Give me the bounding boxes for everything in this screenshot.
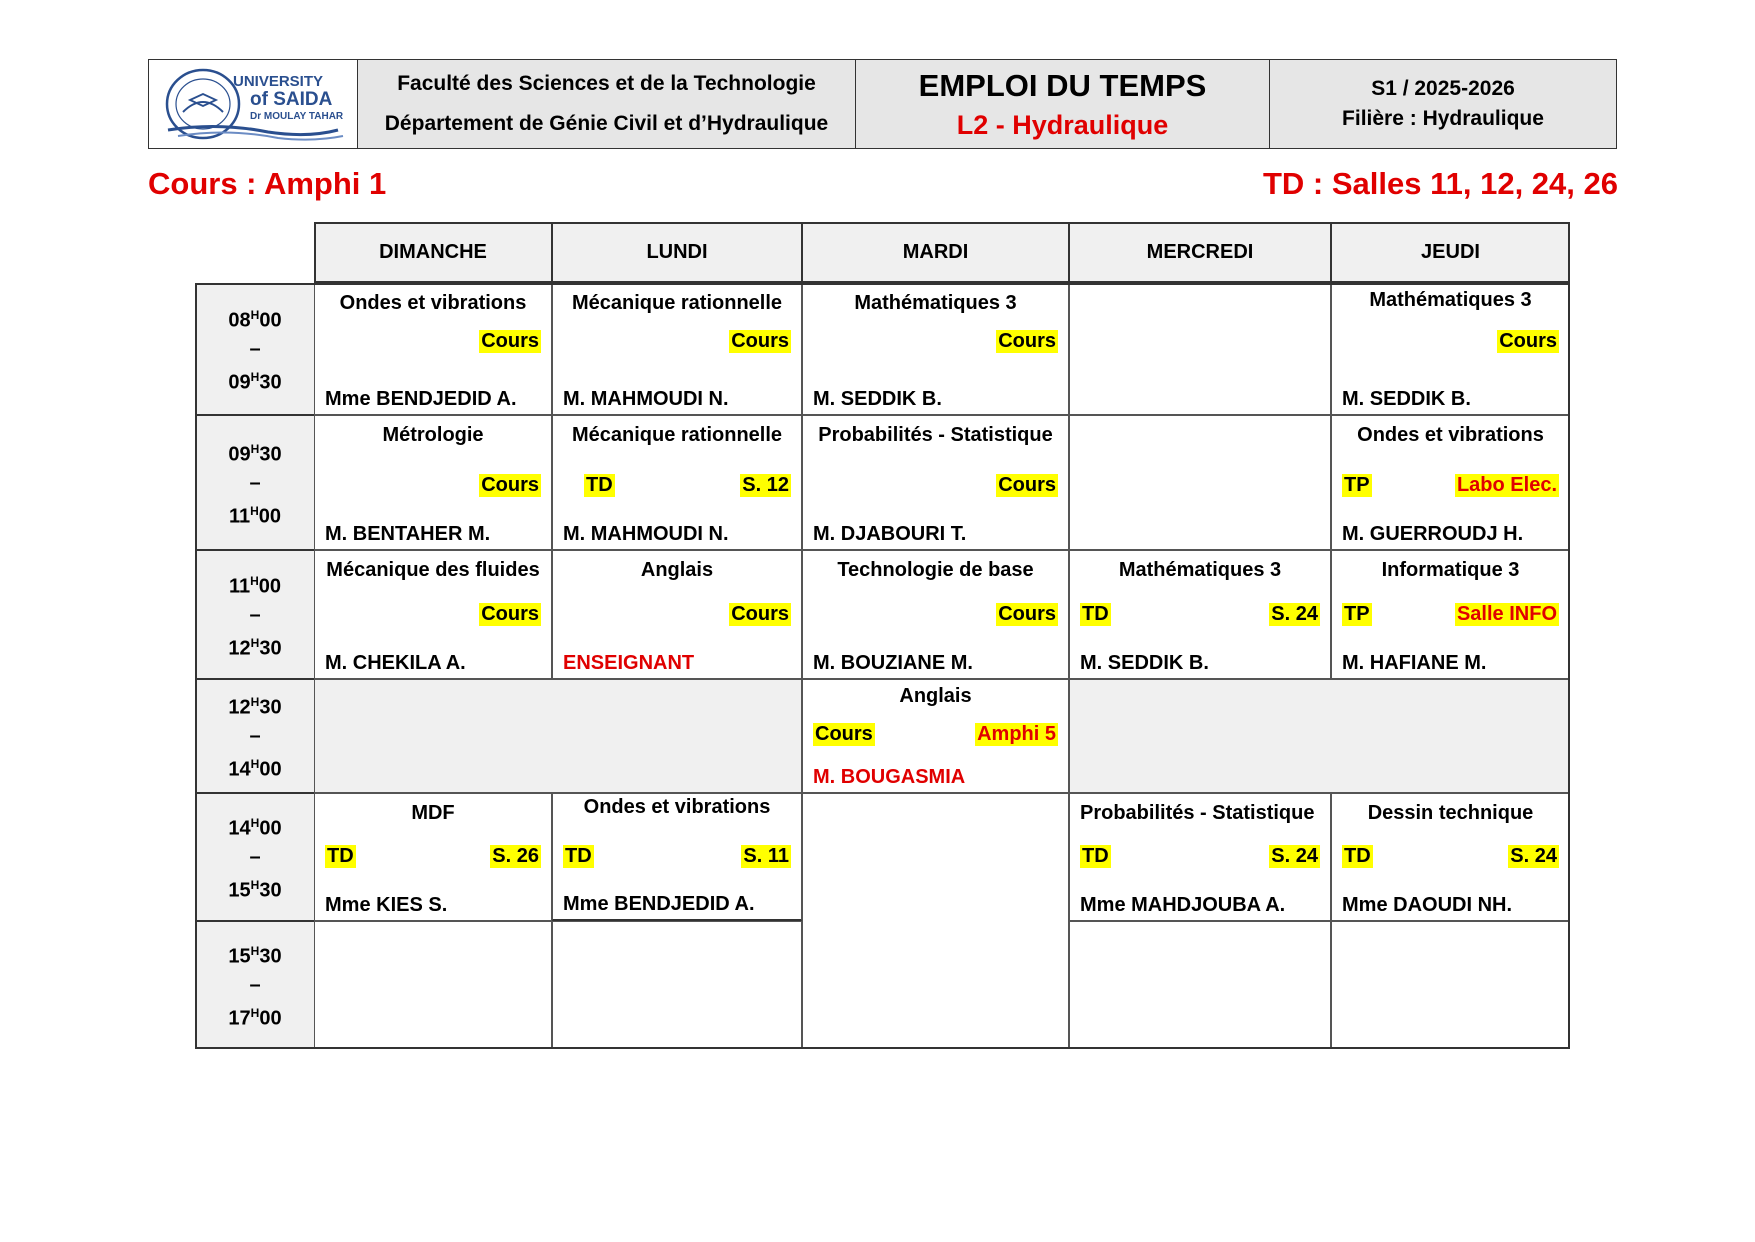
subject-label: Mathématiques 3 xyxy=(1369,289,1532,311)
teacher-name: M. BENTAHER M. xyxy=(325,523,491,545)
room-badge: S. 26 xyxy=(492,845,539,867)
session-cell[interactable] xyxy=(552,415,802,550)
subject-label: Mathématiques 3 xyxy=(1118,559,1282,581)
day-header-dimanche: DIMANCHE xyxy=(314,222,552,283)
subject-label: Ondes et vibrations xyxy=(1357,424,1544,446)
session-type-badge: TD xyxy=(565,845,592,867)
teacher-name: M. CHEKILA A. xyxy=(325,652,466,674)
empty-cell xyxy=(552,921,802,1049)
level-title: L2 - Hydraulique xyxy=(956,109,1169,140)
cours-room-info: Cours : Amphi 1 xyxy=(148,166,387,201)
session-cell[interactable] xyxy=(552,550,802,679)
empty-cell xyxy=(1069,283,1331,415)
page-title: EMPLOI DU TEMPS xyxy=(918,67,1207,103)
session-type-badge: Cours xyxy=(481,474,539,496)
td-room-info: TD : Salles 11, 12, 24, 26 xyxy=(1262,166,1618,201)
time-slot: $15^H30$ – $17^H00$ xyxy=(195,921,315,1049)
empty-cell xyxy=(802,793,1069,1049)
teacher-name: M. BOUGASMIA xyxy=(813,766,966,788)
break-cell xyxy=(1069,679,1570,793)
subject-label: Ondes et vibrations xyxy=(339,292,527,314)
session-type-badge: TP xyxy=(1344,474,1370,496)
faculty-name: Faculté des Sciences et de la Technologie xyxy=(397,72,816,95)
teacher-name: Mme DAOUDI NH. xyxy=(1342,894,1513,916)
session-cell[interactable] xyxy=(314,793,552,921)
teacher-name: M. SEDDIK B. xyxy=(1080,652,1209,674)
teacher-name: M. SEDDIK B. xyxy=(813,388,942,410)
subject-label: Métrologie xyxy=(382,424,484,446)
room-badge: Salle INFO xyxy=(1456,603,1557,625)
room-badge: S. 24 xyxy=(1271,603,1318,625)
document-header xyxy=(148,59,1617,149)
session-cell[interactable] xyxy=(802,679,1069,793)
session-cell[interactable] xyxy=(802,283,1069,415)
teacher-name: M. GUERROUDJ H. xyxy=(1342,523,1524,545)
day-header-jeudi: JEUDI xyxy=(1331,222,1570,283)
university-seal-icon xyxy=(158,64,348,144)
subject-label: Dessin technique xyxy=(1367,802,1534,824)
day-header-mercredi: MERCREDI xyxy=(1069,222,1331,283)
session-type-badge: TD xyxy=(1344,845,1371,867)
teacher-name: ENSEIGNANT xyxy=(563,652,695,674)
faculty-block xyxy=(358,60,856,148)
session-type-badge: Cours xyxy=(481,603,539,625)
subject-label: MDF xyxy=(411,802,455,824)
teacher-name: M. SEDDIK B. xyxy=(1342,388,1471,410)
logo-text-3: Dr MOULAY TAHAR xyxy=(250,111,344,122)
subject-label: Mécanique rationnelle xyxy=(571,292,783,314)
teacher-name: M. MAHMOUDI N. xyxy=(563,388,729,410)
subject-label: Mécanique des fluides xyxy=(326,559,540,581)
teacher-name: Mme BENDJEDID A. xyxy=(325,388,517,410)
session-cell[interactable] xyxy=(1331,793,1570,921)
session-cell[interactable] xyxy=(1331,283,1570,415)
logo-text-1: UNIVERSITY xyxy=(233,73,324,90)
session-cell[interactable] xyxy=(1331,415,1570,550)
session-type-badge: Cours xyxy=(998,603,1056,625)
session-type-badge: TP xyxy=(1344,603,1370,625)
room-badge: S. 11 xyxy=(743,845,789,867)
teacher-name: Mme BENDJEDID A. xyxy=(563,893,755,915)
subject-label: Mécanique rationnelle xyxy=(571,424,783,446)
session-type-badge: Cours xyxy=(998,330,1056,352)
room-badge: S. 12 xyxy=(742,474,789,496)
session-type-badge: Cours xyxy=(731,330,789,352)
subject-label: Mathématiques 3 xyxy=(854,292,1017,314)
semester-block xyxy=(1270,60,1616,148)
session-cell[interactable] xyxy=(552,283,802,415)
subject-label: Technologie de base xyxy=(837,559,1034,581)
time-slot: $09^H30$ – $11^H00$ xyxy=(195,415,315,550)
filiere-label: Filière : Hydraulique xyxy=(1342,107,1544,130)
subject-label: Probabilités - Statistique xyxy=(818,424,1053,446)
teacher-name: M. MAHMOUDI N. xyxy=(563,523,729,545)
session-cell[interactable] xyxy=(802,550,1069,679)
session-cell[interactable] xyxy=(314,415,552,550)
empty-cell xyxy=(314,921,552,1049)
session-type-badge: TD xyxy=(586,474,613,496)
university-logo xyxy=(149,60,358,148)
session-type-badge: Cours xyxy=(481,330,539,352)
subject-label: Anglais xyxy=(899,685,972,707)
teacher-name: M. HAFIANE M. xyxy=(1342,652,1487,674)
session-type-badge: TD xyxy=(327,845,354,867)
teacher-name: Mme KIES S. xyxy=(325,894,448,916)
title-block xyxy=(856,60,1270,148)
session-type-badge: TD xyxy=(1082,603,1109,625)
time-slot: $11^H00$ – $12^H30$ xyxy=(195,550,315,679)
session-cell[interactable] xyxy=(1331,550,1570,679)
session-cell[interactable] xyxy=(1069,793,1331,921)
day-header-lundi: LUNDI xyxy=(552,222,802,283)
semester-label: S1 / 2025-2026 xyxy=(1371,77,1515,100)
time-slot: $12^H30$ – $14^H00$ xyxy=(195,679,315,793)
session-cell[interactable] xyxy=(314,283,552,415)
room-badge: S. 24 xyxy=(1510,845,1557,867)
time-slot: $14^H00$ – $15^H30$ xyxy=(195,793,315,921)
session-type-badge: Cours xyxy=(815,723,873,745)
day-header-mardi: MARDI xyxy=(802,222,1069,283)
session-type-badge: Cours xyxy=(731,603,789,625)
session-type-badge: Cours xyxy=(998,474,1056,496)
empty-cell xyxy=(1069,415,1331,550)
session-type-badge: Cours xyxy=(1499,330,1557,352)
time-slot: $08^H00$ – $09^H30$ xyxy=(195,283,315,415)
session-cell[interactable] xyxy=(802,415,1069,550)
session-cell[interactable] xyxy=(552,793,802,921)
room-badge: Amphi 5 xyxy=(977,723,1056,745)
room-badge: Labo Elec. xyxy=(1456,474,1557,496)
subject-label: Anglais xyxy=(640,559,714,581)
session-cell[interactable] xyxy=(1069,550,1331,679)
empty-cell xyxy=(1069,921,1331,1049)
room-badge: S. 24 xyxy=(1271,845,1318,867)
teacher-name: M. BOUZIANE M. xyxy=(813,652,973,674)
subject-label: Informatique 3 xyxy=(1381,559,1520,581)
teacher-name: M. DJABOURI T. xyxy=(813,523,967,545)
empty-cell xyxy=(1331,921,1570,1049)
session-cell[interactable] xyxy=(314,550,552,679)
subject-label: Ondes et vibrations xyxy=(583,796,771,818)
subject-label: Probabilités - Statistique xyxy=(1080,802,1315,824)
break-cell xyxy=(314,679,802,793)
session-type-badge: TD xyxy=(1082,845,1109,867)
department-name: Département de Génie Civil et d’Hydraulique xyxy=(384,112,829,135)
teacher-name: Mme MAHDJOUBA A. xyxy=(1080,894,1286,916)
logo-text-2: of SAIDA xyxy=(250,89,333,110)
